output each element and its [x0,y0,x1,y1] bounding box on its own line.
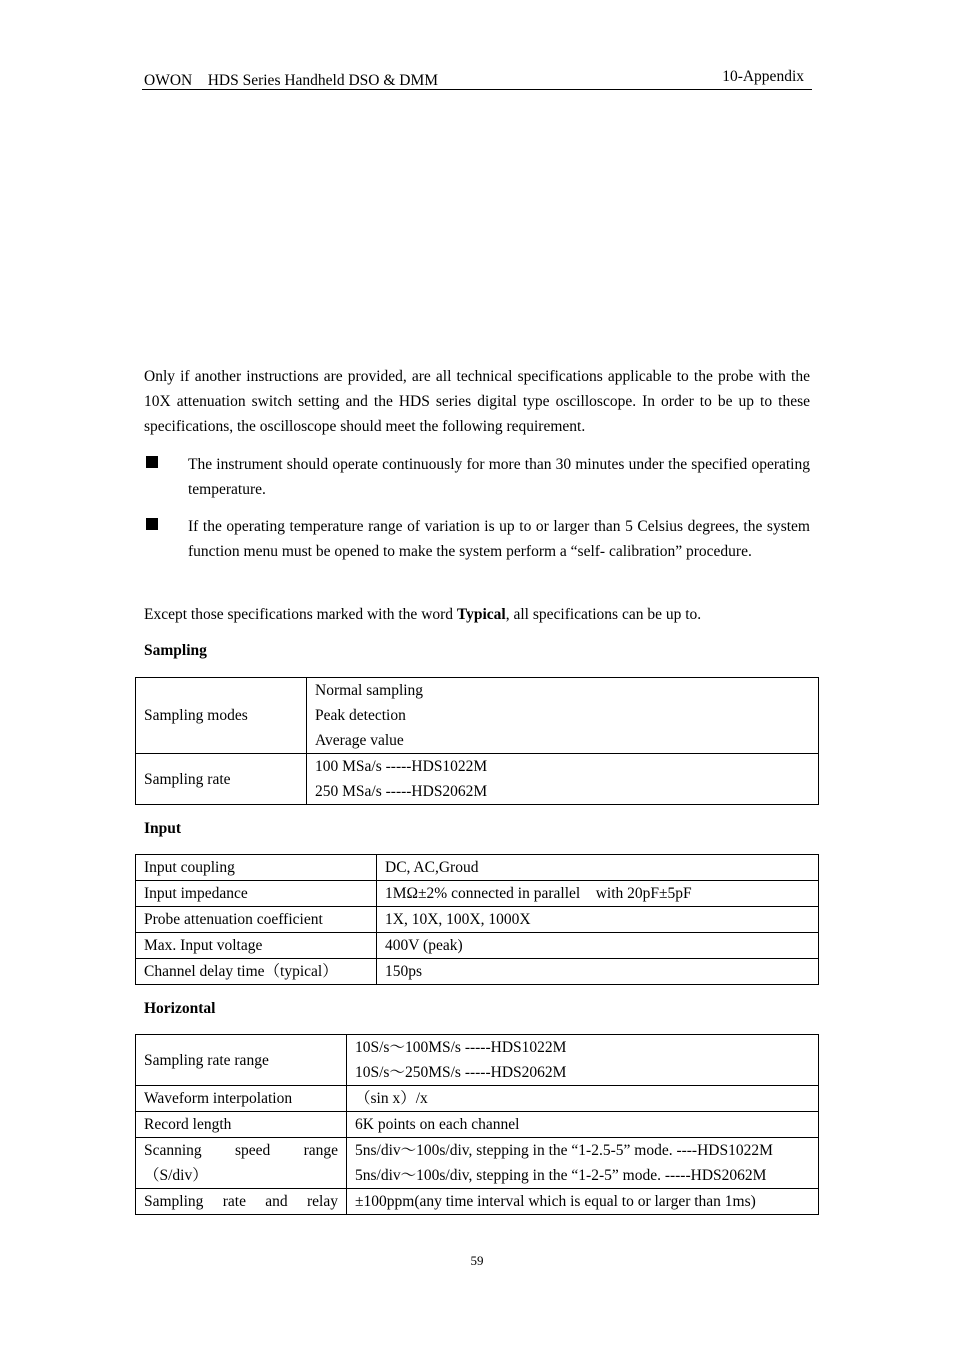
spec-value: 150ps [377,959,819,985]
value-line: 10S/s～250MS/s -----HDS2062M [355,1064,567,1081]
value-line: 100 MSa/s -----HDS1022M [315,758,488,775]
table-row [136,1035,819,1086]
spec-value [347,1138,819,1189]
spec-label: Waveform interpolation [136,1086,347,1112]
label-word: range [303,1142,338,1159]
label-line [144,1138,338,1163]
spec-label: Input impedance [136,881,377,907]
table-row [136,678,819,754]
spec-label: Sampling rate [136,754,307,805]
spec-label: Record length [136,1112,347,1138]
spec-value [347,1035,819,1086]
value-line: Average value [315,732,404,749]
spec-label: Sampling modes [136,678,307,754]
spec-label: Max. Input voltage [136,933,377,959]
square-bullet-icon [146,456,158,468]
intro-paragraph: Only if another instructions are provided, are all technical specifications applicable to the probe with the 10X attenuation switch setting and the HDS series digital type oscilloscope. In order to be up to these specifications, the oscilloscope should meet the following requirement. [144,368,810,435]
input-table [135,854,819,985]
table-row [136,1189,819,1215]
spec-value: ±100ppm(any time interval which is equal to or larger than 1ms) [347,1189,819,1215]
value-line: 250 MSa/s -----HDS2062M [315,783,488,800]
bullet-text: The instrument should operate continuously for more than 30 minutes under the specified operating temperature. [188,456,810,498]
table-row [136,881,819,907]
spec-value: DC, AC,Groud [377,855,819,881]
label-word: rate [222,1193,246,1210]
spec-value: （sin x）/x [347,1086,819,1112]
spec-label: Channel delay time（typical） [136,959,377,985]
label-word: Sampling [144,1193,204,1210]
label-line [144,1189,338,1214]
horizontal-table [135,1034,819,1215]
horizontal-heading: Horizontal [144,1000,216,1017]
value-line: 5ns/div～100s/div, stepping in the “1-2.5-5” mode. ----HDS1022M [355,1142,773,1159]
table-row [136,754,819,805]
value-line: Peak detection [315,707,406,724]
sampling-heading: Sampling [144,642,207,659]
bullet-item [144,514,810,564]
label-line: （S/div） [144,1167,208,1184]
bullet-text: If the operating temperature range of variation is up to or larger than 5 Celsius degrees, the system function menu must be opened to make the system perform a “self- calibration” procedure. [188,518,810,560]
bullet-item [144,452,810,502]
spec-value [307,678,819,754]
table-row [136,907,819,933]
spec-value: 1MΩ±2% connected in parallel with 20pF±5pF [377,881,819,907]
input-heading: Input [144,820,182,837]
value-line: 10S/s～100MS/s -----HDS1022M [355,1039,567,1056]
table-row [136,933,819,959]
spec-label: Probe attenuation coefficient [136,907,377,933]
spec-value: 6K points on each channel [347,1112,819,1138]
spec-value: 1X, 10X, 100X, 1000X [377,907,819,933]
spec-value [307,754,819,805]
except-note-tail: , all specifications can be up to. [505,606,702,623]
except-note-text: Except those specifications marked with the word [144,606,457,623]
table-row [136,855,819,881]
label-word: Scanning [144,1142,202,1159]
header-title: OWON HDS Series Handheld DSO & DMM [144,72,439,89]
table-row [136,1112,819,1138]
spec-label [136,1138,347,1189]
value-line: 5ns/div～100s/div, stepping in the “1-2-5” mode. -----HDS2062M [355,1167,767,1184]
label-word: and [265,1193,288,1210]
spec-label: Input coupling [136,855,377,881]
label-word: relay [306,1193,338,1210]
table-row [136,1086,819,1112]
spec-label [136,1189,347,1215]
table-row [136,1138,819,1189]
page-number: 59 [470,1253,484,1268]
except-note [144,602,810,627]
sampling-table [135,677,819,805]
table-row [136,959,819,985]
spec-value: 400V (peak) [377,933,819,959]
except-note-bold: Typical [456,606,506,623]
header-section: 10-Appendix [722,68,804,85]
page-header [142,66,812,90]
label-word: speed [234,1142,271,1159]
square-bullet-icon [146,518,158,530]
value-line: Normal sampling [315,682,424,699]
spec-label: Sampling rate range [136,1035,347,1086]
